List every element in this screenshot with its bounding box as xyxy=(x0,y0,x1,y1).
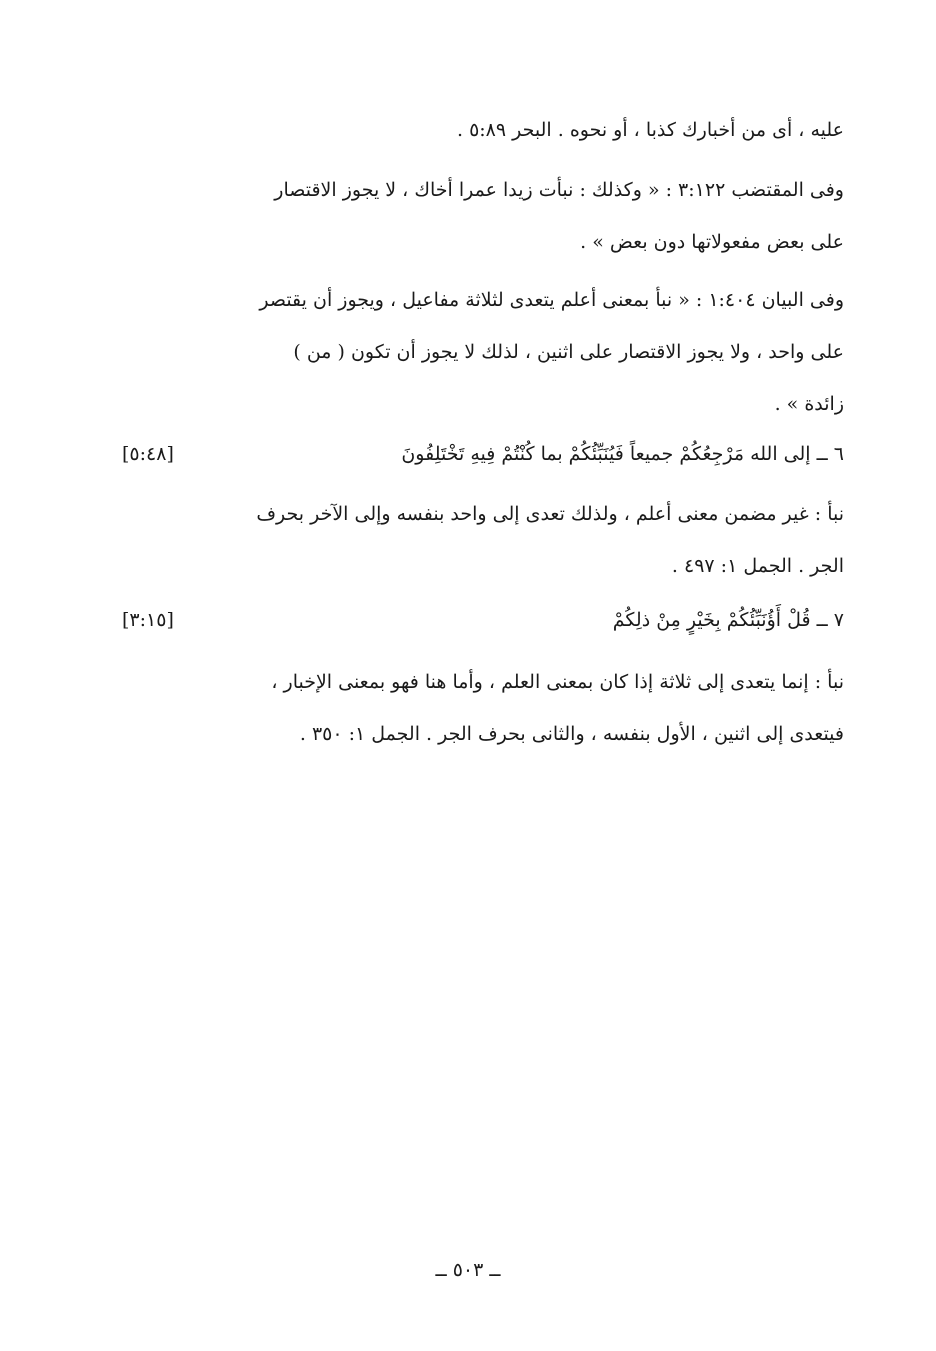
paragraph-line: الجر . الجمل ١: ٤٩٧ . xyxy=(671,555,844,577)
paragraph-2 xyxy=(122,164,844,268)
paragraph-line: على بعض مفعولاتها دون بعض » . xyxy=(580,231,844,253)
paragraph-5 xyxy=(122,656,844,760)
paragraph-3 xyxy=(122,274,844,430)
paragraph-line: فيتعدى إلى اثنين ، الأول بنفسه ، والثانى بحرف الجر . الجمل ١: ٣٥٠ . xyxy=(299,723,844,745)
paragraph-line: نبأ : إنما يتعدى إلى ثلاثة إذا كان بمعنى العلم ، وأما هنا فهو بمعنى الإخبار ، xyxy=(271,671,844,693)
paragraph-1 xyxy=(122,104,844,156)
paragraph-line: على واحد ، ولا يجوز الاقتصار على اثنين ، لذلك لا يجوز أن تكون ( من ) xyxy=(293,341,844,363)
verse-reference: [٥:٤٨] xyxy=(122,443,174,465)
paragraph-line: نبأ : غير مضمن معنى أعلم ، ولذلك تعدى إلى واحد بنفسه وإلى الآخر بحرف xyxy=(256,503,844,525)
verse-6 xyxy=(122,428,844,480)
page-number: ــ ٥٠٣ ــ xyxy=(435,1259,501,1281)
verse-reference: [٣:١٥] xyxy=(122,609,174,631)
verse-7 xyxy=(122,594,844,646)
paragraph-4 xyxy=(122,488,844,592)
verse-text: ٧ ــ قُلْ أَؤُنَبِّئُكُمْ بِخَيْرٍ مِنْ ذلِكُمْ xyxy=(612,609,844,631)
paragraph-line: وفى البيان ١:٤٠٤ : « نبأ بمعنى أعلم يتعدى لثلاثة مفاعيل ، ويجوز أن يقتصر xyxy=(259,289,844,311)
paragraph-line: زائدة » . xyxy=(774,393,844,415)
paragraph-line: وفى المقتضب ٣:١٢٢ : « وكذلك : نبأت زيدا عمرا أخاك ، لا يجوز الاقتصار xyxy=(274,179,844,201)
verse-text: ٦ ــ إلى الله مَرْجِعُكُمْ جميعاً فَيُنَبِّئُكُمْ بما كُنْتُمْ فِيهِ تَخْتَلِفُونَ xyxy=(401,443,844,465)
paragraph-line: عليه ، أى من أخبارك كذبا ، أو نحوه . البحر ٥:٨٩ . xyxy=(456,119,844,141)
